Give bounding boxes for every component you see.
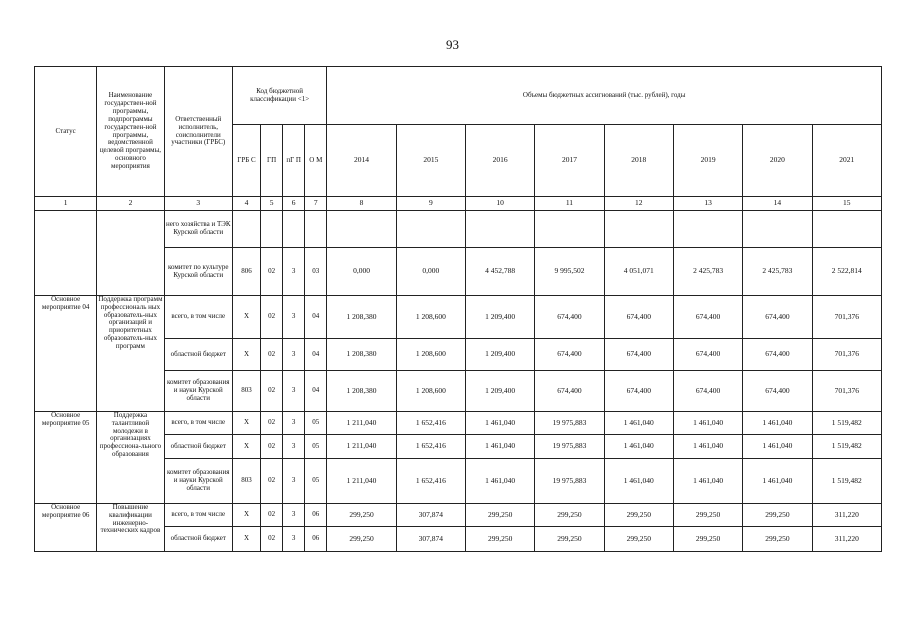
value-cell: 299,250 [743, 504, 812, 527]
responsible-cell: него хозяйства и ТЭК Курской области [164, 211, 232, 248]
column-number: 15 [812, 197, 881, 211]
grbs-cell: 803 [232, 459, 260, 504]
header-status: Статус [35, 67, 97, 197]
gp-cell: 02 [261, 527, 283, 552]
value-cell: 674,400 [535, 339, 604, 371]
pgp-cell: 3 [283, 248, 305, 296]
gp-cell: 02 [261, 296, 283, 339]
value-cell: 674,400 [604, 371, 673, 412]
value-cell: 1 652,416 [396, 412, 465, 435]
value-cell: 9 995,502 [535, 248, 604, 296]
value-cell: 311,220 [812, 504, 881, 527]
pgp-cell: 3 [283, 371, 305, 412]
table-row [35, 296, 882, 339]
value-cell: 1 461,040 [465, 412, 534, 435]
pgp-cell: 3 [283, 435, 305, 459]
value-cell: 1 461,040 [743, 412, 812, 435]
value-cell: 1 461,040 [673, 459, 742, 504]
value-cell: 674,400 [673, 339, 742, 371]
grbs-cell [232, 211, 260, 248]
om-cell: 06 [305, 527, 327, 552]
value-cell: 1 209,400 [465, 296, 534, 339]
header-program-name: Наименование государствен-ной программы, подпрограммы государствен-ной программы, ведомственной целевой программы, основного мероприятия [97, 67, 164, 197]
value-cell: 1 208,600 [396, 339, 465, 371]
value-cell [812, 211, 881, 248]
om-cell: 04 [305, 371, 327, 412]
column-number: 2 [97, 197, 164, 211]
status-cell: Основное мероприятие 04 [35, 296, 97, 412]
value-cell: 19 975,883 [535, 435, 604, 459]
value-cell: 1 208,380 [327, 296, 396, 339]
om-cell: 06 [305, 504, 327, 527]
value-cell: 674,400 [673, 371, 742, 412]
table-row [35, 504, 882, 527]
responsible-cell: всего, в том числе [164, 296, 232, 339]
value-cell: 701,376 [812, 339, 881, 371]
responsible-cell: областной бюджет [164, 339, 232, 371]
value-cell: 307,874 [396, 527, 465, 552]
gp-cell: 02 [261, 248, 283, 296]
value-cell: 2 425,783 [743, 248, 812, 296]
value-cell: 674,400 [535, 296, 604, 339]
grbs-cell: X [232, 296, 260, 339]
value-cell: 1 211,040 [327, 435, 396, 459]
om-cell: 05 [305, 412, 327, 435]
gp-cell: 02 [261, 339, 283, 371]
value-cell: 1 461,040 [673, 412, 742, 435]
grbs-cell: X [232, 527, 260, 552]
value-cell: 311,220 [812, 527, 881, 552]
value-cell: 299,250 [465, 527, 534, 552]
value-cell: 4 051,071 [604, 248, 673, 296]
value-cell: 674,400 [535, 371, 604, 412]
value-cell: 19 975,883 [535, 412, 604, 435]
pgp-cell: 3 [283, 339, 305, 371]
value-cell: 307,874 [396, 504, 465, 527]
value-cell: 1 211,040 [327, 412, 396, 435]
header-responsible: Ответственный исполнитель, соисполнители участники (ГРБС) [164, 67, 232, 197]
value-cell: 2 425,783 [673, 248, 742, 296]
value-cell: 299,250 [535, 527, 604, 552]
value-cell: 674,400 [743, 339, 812, 371]
header-year-2014: 2014 [327, 125, 396, 197]
responsible-cell: всего, в том числе [164, 504, 232, 527]
om-cell: 03 [305, 248, 327, 296]
column-number: 5 [261, 197, 283, 211]
value-cell: 4 452,788 [465, 248, 534, 296]
budget-allocation-table [34, 66, 882, 552]
gp-cell: 02 [261, 412, 283, 435]
gp-cell: 02 [261, 504, 283, 527]
responsible-cell: комитет образования и науки Курской области [164, 459, 232, 504]
pgp-cell: 3 [283, 296, 305, 339]
pgp-cell [283, 211, 305, 248]
responsible-cell: всего, в том числе [164, 412, 232, 435]
responsible-cell: комитет образования и науки Курской области [164, 371, 232, 412]
value-cell: 1 208,600 [396, 371, 465, 412]
column-number: 12 [604, 197, 673, 211]
column-number: 1 [35, 197, 97, 211]
program-name-cell: Повышение квалификации инженерно-технических кадров [97, 504, 164, 552]
value-cell [673, 211, 742, 248]
om-cell: 04 [305, 296, 327, 339]
grbs-cell: X [232, 435, 260, 459]
header-budget-volumes: Объемы бюджетных ассигнований (тыс. рублей), годы [327, 67, 882, 125]
header-year-2020: 2020 [743, 125, 812, 197]
value-cell [535, 211, 604, 248]
responsible-cell: комитет по культуре Курской области [164, 248, 232, 296]
status-cell: Основное мероприятие 05 [35, 412, 97, 504]
column-number: 4 [232, 197, 260, 211]
om-cell: 04 [305, 339, 327, 371]
value-cell: 1 208,380 [327, 371, 396, 412]
value-cell: 0,000 [327, 248, 396, 296]
program-name-cell [97, 211, 164, 296]
gp-cell: 02 [261, 371, 283, 412]
value-cell: 701,376 [812, 296, 881, 339]
grbs-cell: X [232, 339, 260, 371]
grbs-cell: 806 [232, 248, 260, 296]
value-cell: 299,250 [673, 527, 742, 552]
column-number: 14 [743, 197, 812, 211]
value-cell: 1 461,040 [465, 459, 534, 504]
value-cell [465, 211, 534, 248]
header-code-pgp: пГ П [283, 125, 305, 197]
value-cell: 19 975,883 [535, 459, 604, 504]
program-name-cell: Поддержка талантливой молодежи в организациях профессиона-льного образования [97, 412, 164, 504]
value-cell: 299,250 [604, 504, 673, 527]
program-name-cell: Поддержка программ профессиональ ных образователь-ных организаций и приоритетных образователь-ных программ [97, 296, 164, 412]
value-cell: 2 522,814 [812, 248, 881, 296]
grbs-cell: X [232, 412, 260, 435]
value-cell [743, 211, 812, 248]
column-number: 6 [283, 197, 305, 211]
column-number: 7 [305, 197, 327, 211]
om-cell: 05 [305, 435, 327, 459]
gp-cell: 02 [261, 459, 283, 504]
pgp-cell: 3 [283, 459, 305, 504]
value-cell: 1 652,416 [396, 459, 465, 504]
grbs-cell: 803 [232, 371, 260, 412]
gp-cell [261, 211, 283, 248]
pgp-cell: 3 [283, 504, 305, 527]
value-cell: 674,400 [604, 339, 673, 371]
value-cell: 674,400 [604, 296, 673, 339]
value-cell: 299,250 [535, 504, 604, 527]
value-cell: 1 519,482 [812, 435, 881, 459]
header-year-2018: 2018 [604, 125, 673, 197]
column-number: 9 [396, 197, 465, 211]
value-cell [396, 211, 465, 248]
value-cell: 299,250 [743, 527, 812, 552]
grbs-cell: X [232, 504, 260, 527]
responsible-cell: областной бюджет [164, 435, 232, 459]
header-code-gp: ГП [261, 125, 283, 197]
value-cell: 299,250 [465, 504, 534, 527]
status-cell [35, 211, 97, 296]
column-number: 13 [673, 197, 742, 211]
value-cell: 1 519,482 [812, 412, 881, 435]
value-cell: 1 519,482 [812, 459, 881, 504]
value-cell: 0,000 [396, 248, 465, 296]
status-cell: Основное мероприятие 06 [35, 504, 97, 552]
responsible-cell: областной бюджет [164, 527, 232, 552]
value-cell: 1 461,040 [604, 435, 673, 459]
table-row [35, 412, 882, 435]
value-cell [327, 211, 396, 248]
value-cell: 299,250 [327, 504, 396, 527]
value-cell: 674,400 [673, 296, 742, 339]
value-cell: 1 461,040 [604, 412, 673, 435]
value-cell: 1 209,400 [465, 339, 534, 371]
value-cell: 1 652,416 [396, 435, 465, 459]
value-cell [604, 211, 673, 248]
header-code-om: О М [305, 125, 327, 197]
value-cell: 1 208,600 [396, 296, 465, 339]
header-year-2021: 2021 [812, 125, 881, 197]
header-year-2017: 2017 [535, 125, 604, 197]
value-cell: 1 461,040 [743, 435, 812, 459]
value-cell: 1 209,400 [465, 371, 534, 412]
value-cell: 674,400 [743, 371, 812, 412]
value-cell: 1 461,040 [465, 435, 534, 459]
pgp-cell: 3 [283, 412, 305, 435]
column-number: 3 [164, 197, 232, 211]
value-cell: 1 461,040 [743, 459, 812, 504]
table-row [35, 211, 882, 248]
value-cell: 1 208,380 [327, 339, 396, 371]
column-number: 11 [535, 197, 604, 211]
header-year-2019: 2019 [673, 125, 742, 197]
om-cell: 05 [305, 459, 327, 504]
value-cell: 299,250 [327, 527, 396, 552]
value-cell: 299,250 [673, 504, 742, 527]
value-cell: 701,376 [812, 371, 881, 412]
column-number: 8 [327, 197, 396, 211]
om-cell [305, 211, 327, 248]
gp-cell: 02 [261, 435, 283, 459]
page-number: 93 [446, 37, 459, 52]
column-number: 10 [465, 197, 534, 211]
header-year-2015: 2015 [396, 125, 465, 197]
value-cell: 674,400 [743, 296, 812, 339]
value-cell: 1 461,040 [604, 459, 673, 504]
header-year-2016: 2016 [465, 125, 534, 197]
value-cell: 1 461,040 [673, 435, 742, 459]
pgp-cell: 3 [283, 527, 305, 552]
value-cell: 1 211,040 [327, 459, 396, 504]
value-cell: 299,250 [604, 527, 673, 552]
header-budget-code: Код бюджетной классификации <1> [232, 67, 326, 125]
header-code-grbs: ГРБ С [232, 125, 260, 197]
